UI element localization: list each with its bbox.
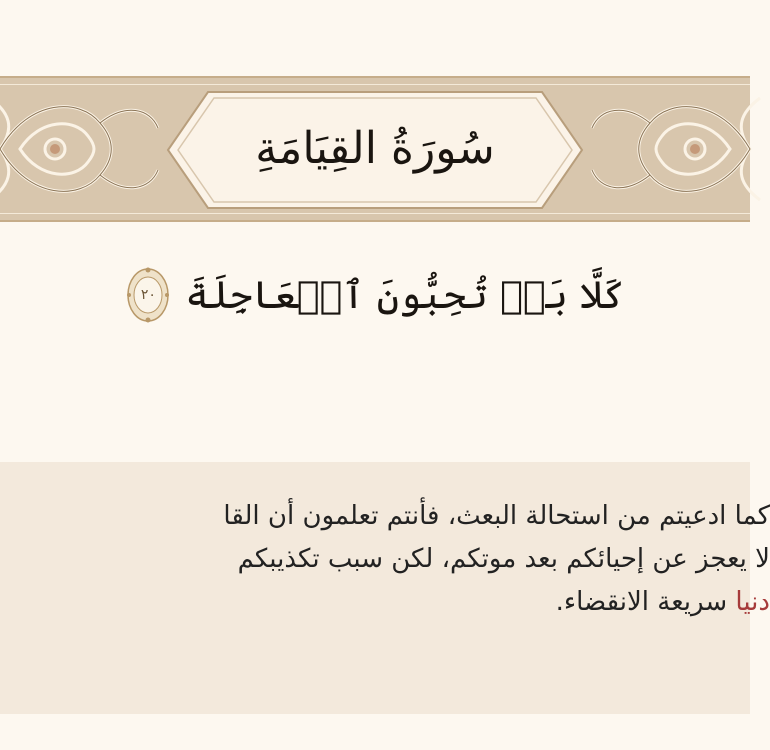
verse-text: كَلَّا بَلۡ تُحِبُّونَ ٱلۡعَاجِلَةَ: [185, 273, 625, 317]
ayah-number: ٢٠: [140, 287, 156, 303]
ayah-number-marker: [125, 265, 171, 325]
tafsir-text: [210, 495, 770, 624]
surah-title: سُورَةُ القِيَامَةِ: [255, 122, 495, 174]
tafsir-line-2: لا يعجز عن إحيائكم بعد موتكم، لكن سبب تكذيبكم: [237, 544, 770, 574]
arabesque-ornament-left: [0, 78, 160, 220]
glossary-link[interactable]: دنيا: [735, 587, 770, 617]
tafsir-line-3: [210, 581, 770, 624]
tafsir-line-3-text: سريعة الانقضاء.: [555, 587, 736, 617]
arabesque-ornament-right: [590, 78, 760, 220]
verse-row[interactable]: [0, 250, 750, 340]
tafsir-line-1: كما ادعيتم من استحالة البعث، فأنتم تعلمون أن القا: [223, 501, 770, 531]
